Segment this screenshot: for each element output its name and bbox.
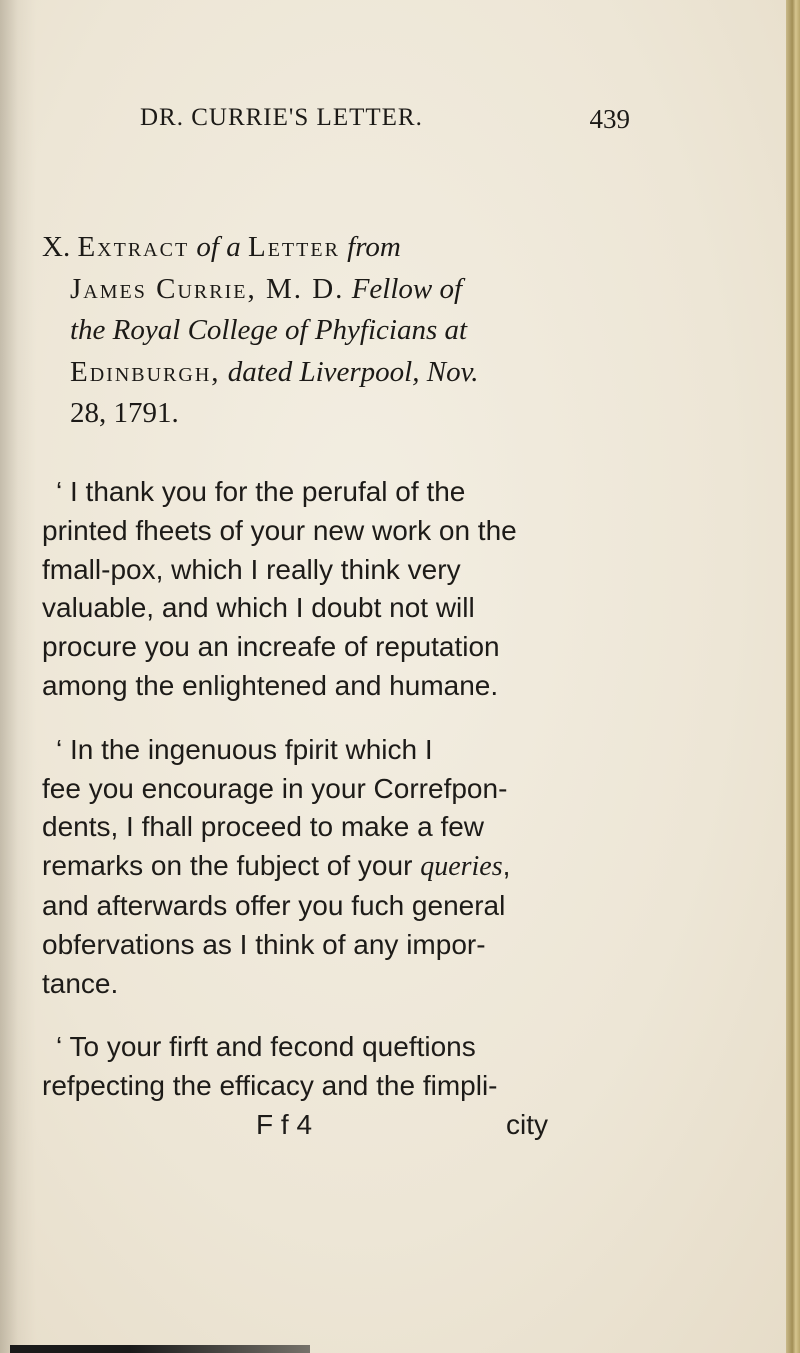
of-word: of <box>196 231 219 263</box>
text-line: ‘ In the ingenuous fpirit which I <box>56 733 433 765</box>
text-line: printed fheets of your new work on the <box>42 514 517 546</box>
text-line: refpecting the efficacy and the fimpli- <box>42 1070 498 1102</box>
fellow-text: Fellow of <box>351 272 463 305</box>
extract-heading-line-5: 28, 1791. <box>70 397 179 429</box>
text-line: fmall-pox, which I really think very <box>42 553 461 585</box>
text-line: ‘ I thank you for the perufal of the <box>56 476 466 507</box>
extract-heading-line-2 <box>42 269 562 311</box>
dated-text: dated Liverpool, Nov. <box>227 355 479 388</box>
page-edge <box>786 0 800 1353</box>
from-word: from <box>347 231 401 263</box>
page-number: 439 <box>589 104 630 134</box>
extract-heading <box>42 227 562 435</box>
text-line: and afterwards offer you fuch general <box>42 889 506 921</box>
text-fragment: , <box>502 850 511 882</box>
extract-heading-line-1 <box>42 227 562 269</box>
author-name: James Currie, M. D. <box>70 272 345 305</box>
text-fragment: remarks on the fubject of your <box>42 850 421 882</box>
section-numeral: X. <box>42 231 71 263</box>
running-head: DR. CURRIE'S LETTER. <box>140 104 423 131</box>
a-word: a <box>226 231 241 263</box>
text-line: fee you encourage in your Correfpon- <box>42 772 508 804</box>
queries-italic: queries <box>420 851 503 883</box>
extract-word: Extract <box>77 231 190 263</box>
city-name: Edinburgh, <box>70 355 221 388</box>
gutter-shadow <box>0 0 36 1353</box>
text-line: valuable, and which I doubt not will <box>42 592 475 624</box>
text-line: ‘ To your firft and fecond queftions <box>56 1031 476 1063</box>
text-line: obfervations as I think of any impor- <box>42 928 486 960</box>
paragraph-3 <box>42 1028 562 1144</box>
text-line: tance. <box>42 967 119 999</box>
paragraph-1 <box>42 473 562 706</box>
letter-word: Letter <box>247 231 340 263</box>
paragraph-2 <box>42 731 562 1004</box>
text-line <box>42 847 562 887</box>
page-bottom-shadow <box>10 1345 310 1353</box>
page-header <box>110 104 630 144</box>
letter-body <box>42 473 562 1144</box>
catchword: city <box>506 1108 548 1140</box>
page-footer <box>42 1106 562 1144</box>
text-line: procure you an increafe of reputation <box>42 631 500 663</box>
extract-heading-line-4 <box>42 352 562 394</box>
text-line: among the enlightened and humane. <box>42 669 499 701</box>
extract-heading-line-3: the Royal College of Phyficians at <box>70 314 468 346</box>
signature-mark: F f 4 <box>256 1108 313 1140</box>
text-line: dents, I fhall proceed to make a few <box>42 811 485 843</box>
